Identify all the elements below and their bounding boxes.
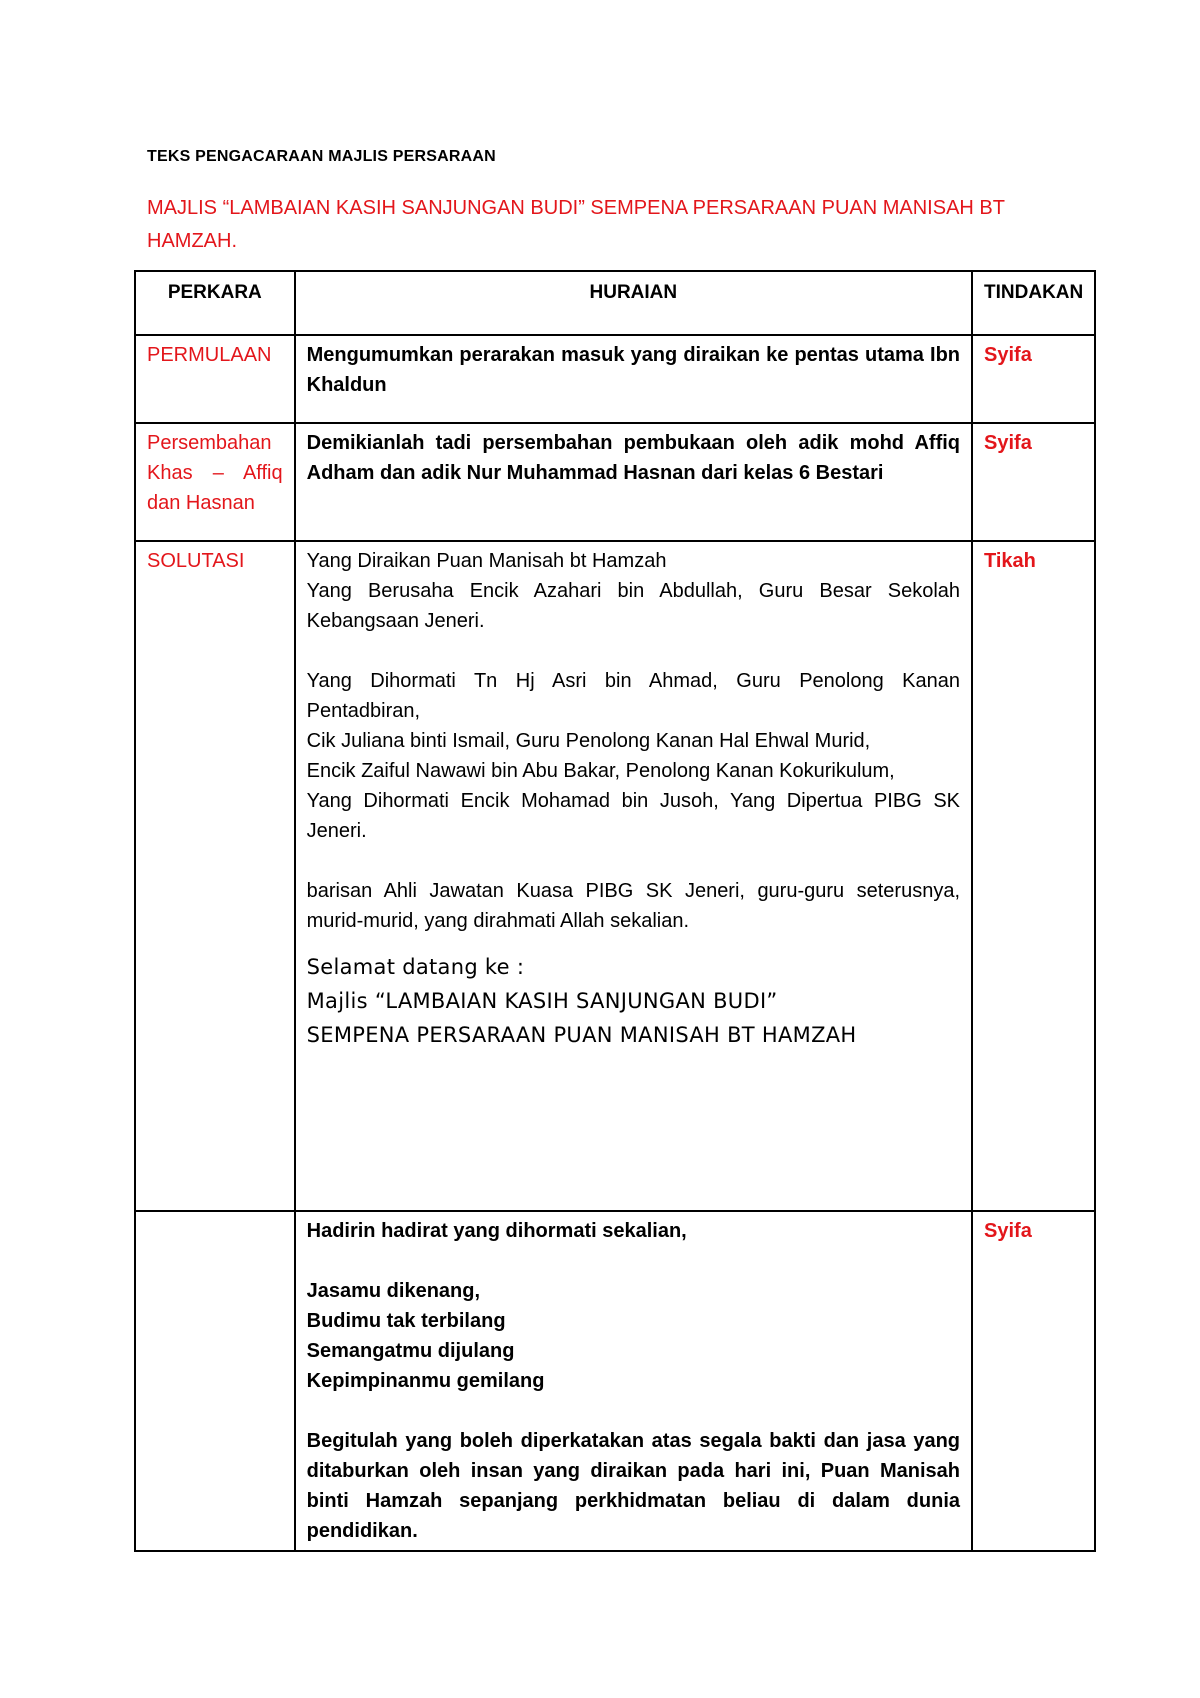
salutation-line: Yang Dihormati Encik Mohamad bin Jusoh, Yang Dipertua PIBG SK Jeneri.: [306, 790, 961, 842]
huraian-cell: [295, 1211, 972, 1551]
poem-line: Kepimpinanmu gemilang: [306, 1370, 545, 1392]
tindakan-cell: Syifa: [972, 1211, 1095, 1551]
greeting-line: Hadirin hadirat yang dihormati sekalian,: [306, 1220, 687, 1242]
header-perkara: PERKARA: [135, 271, 295, 335]
closing-paragraph: Begitulah yang boleh diperkatakan atas segala bakti dan jasa yang ditaburkan oleh insan yang diraikan pada hari ini, Puan Manisah binti Hamzah sepanjang perkhidmatan beliau di dalam dunia pendidikan.: [306, 1430, 961, 1542]
header-tindakan: TINDAKAN: [972, 271, 1095, 335]
welcome-line: Selamat datang ke :: [306, 955, 525, 979]
salutation-line: Encik Zaiful Nawawi bin Abu Bakar, Penolong Kanan Kokurikulum,: [306, 760, 895, 782]
spacer: [307, 636, 960, 666]
welcome-line: SEMPENA PERSARAAN PUAN MANISAH BT HAMZAH: [306, 1023, 857, 1047]
tindakan-cell: Tikah: [972, 541, 1095, 1211]
huraian-cell: [295, 541, 972, 1211]
salutation-line: Yang Dihormati Tn Hj Asri bin Ahmad, Guru Penolong Kanan Pentadbiran,: [306, 670, 961, 722]
perkara-cell: PERMULAAN: [135, 335, 295, 423]
table-row-persembahan: [135, 423, 1095, 541]
salutation-line: Yang Berusaha Encik Azahari bin Abdullah, Guru Besar Sekolah Kebangsaan Jeneri.: [306, 580, 961, 632]
perkara-cell: SOLUTASI: [135, 541, 295, 1211]
perkara-cell: [135, 1211, 295, 1551]
poem-line: Semangatmu dijulang: [306, 1340, 515, 1362]
tindakan-cell: Syifa: [972, 335, 1095, 423]
event-title: MAJLIS “LAMBAIAN KASIH SANJUNGAN BUDI” SEMPENA PERSARAAN PUAN MANISAH BT HAMZAH.: [147, 197, 1005, 252]
spacer: [307, 1246, 960, 1276]
poem-line: Budimu tak terbilang: [306, 1310, 506, 1332]
huraian-cell: Demikianlah tadi persembahan pembukaan oleh adik mohd Affiq Adham dan adik Nur Muhammad Hasnan dari kelas 6 Bestari: [295, 423, 972, 541]
spacer: [307, 1396, 960, 1426]
document-title: TEKS PENGACARAAN MAJLIS PERSARAAN: [147, 148, 496, 165]
table-row-solutasi: [135, 541, 1095, 1211]
salutation-line: barisan Ahli Jawatan Kuasa PIBG SK Jeneri, guru-guru seterusnya, murid-murid, yang dirahmati Allah sekalian.: [306, 880, 961, 932]
table-row-hadirin: [135, 1211, 1095, 1551]
header-huraian: HURAIAN: [295, 271, 972, 335]
poem-line: Jasamu dikenang,: [306, 1280, 481, 1302]
welcome-line: Majlis “LAMBAIAN KASIH SANJUNGAN BUDI”: [306, 989, 778, 1013]
salutation-line: Yang Diraikan Puan Manisah bt Hamzah: [306, 550, 667, 572]
table-row-permulaan: [135, 335, 1095, 423]
perkara-cell: Persembahan Khas – Affiq dan Hasnan: [135, 423, 295, 541]
spacer: [307, 846, 960, 876]
table-header-row: [135, 271, 1095, 335]
tindakan-cell: Syifa: [972, 423, 1095, 541]
salutation-line: Cik Juliana binti Ismail, Guru Penolong Kanan Hal Ehwal Murid,: [306, 730, 871, 752]
huraian-cell: Mengumumkan perarakan masuk yang diraikan ke pentas utama Ibn Khaldun: [295, 335, 972, 423]
programme-table: [134, 270, 1096, 1552]
